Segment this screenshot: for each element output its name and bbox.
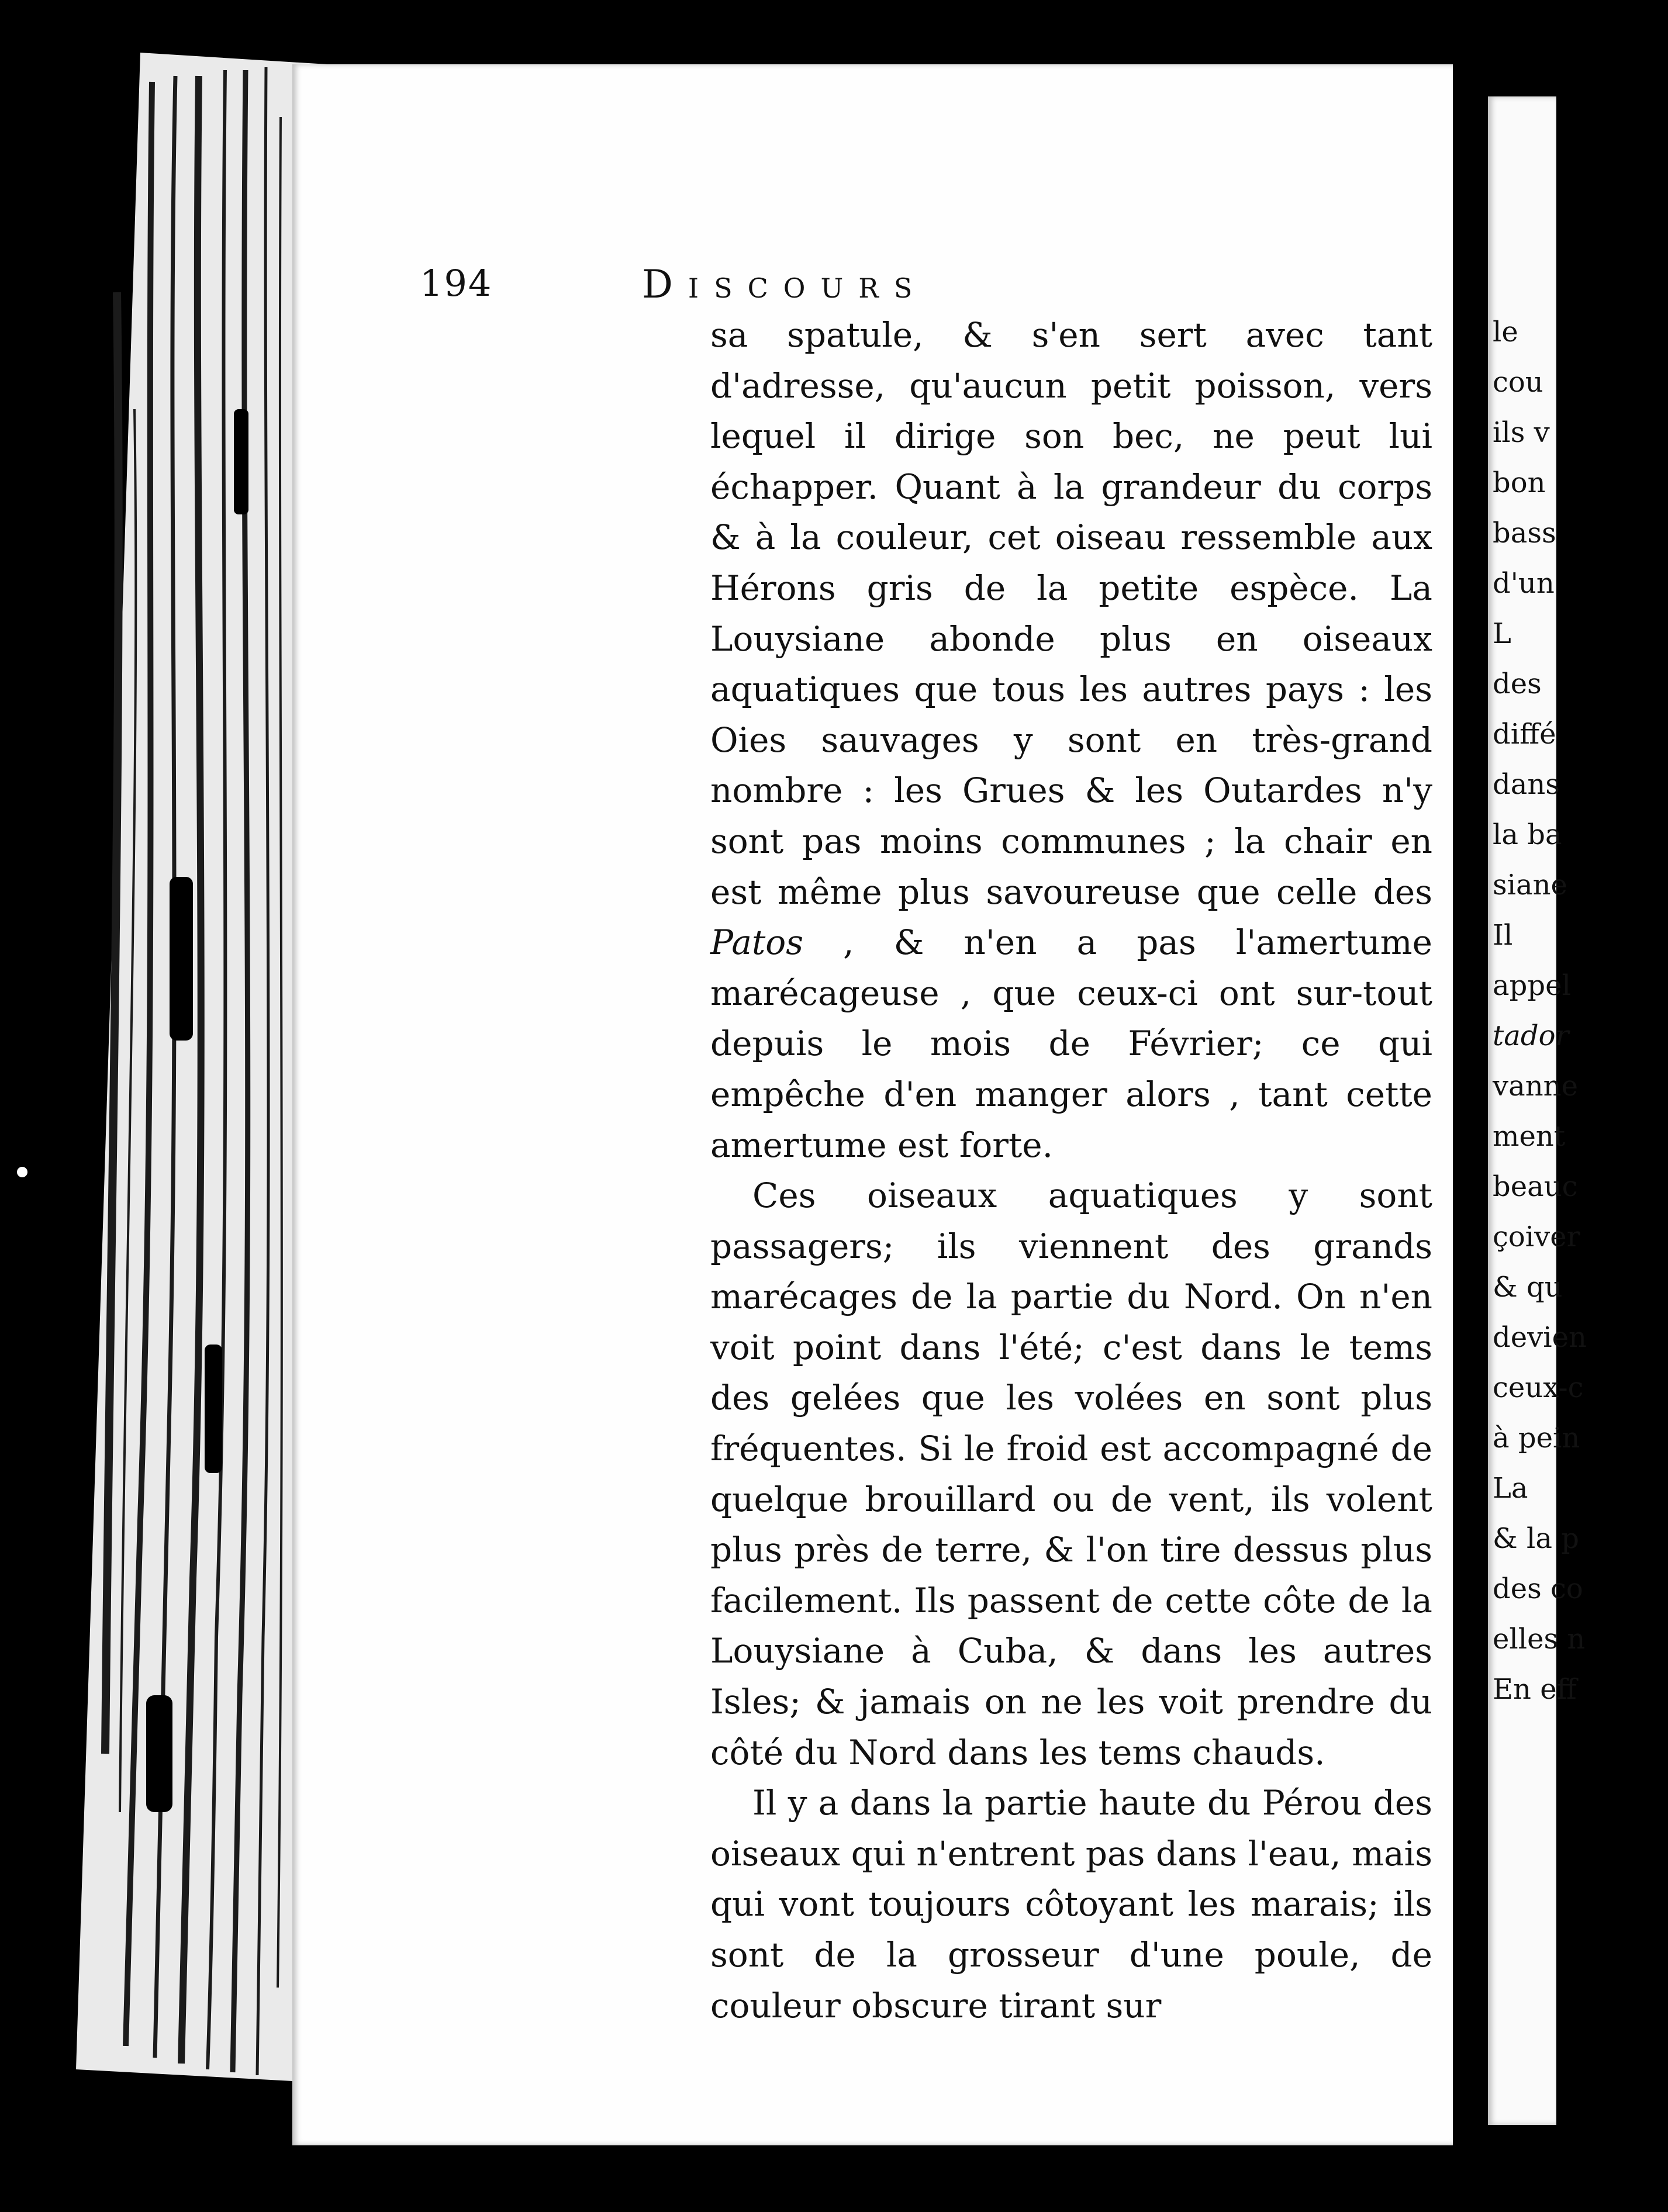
paragraph-1: sa spatule, & s'en sert avec tant d'adresse, qu'aucun petit poisson, vers lequel il dirige son bec, ne peut lui échapper. Quant à la grandeur du corps & à la couleur, cet oiseau ressemble aux Hérons gris de la petite espèce. La Louysiane abonde plus en oiseaux aquatiques que tous les autres pays : les Oies sauvages y sont en très-grand nombre : les Grues & les Outardes n'y sont pas moins communes ; la chair en est même plus savoureuse que celle des Patos , & n'en a pas l'amertume marécageuse , que ceux-ci ont sur-tout depuis le mois de Février; ce qui empêche d'en manger alors , tant cette amertume est forte. bbox=[710, 315, 1432, 1165]
facing-line: çoiver bbox=[1493, 1221, 1580, 1253]
facing-line: dans bbox=[1493, 768, 1560, 801]
facing-line: bon bbox=[1493, 466, 1546, 499]
facing-line: la ba bbox=[1493, 818, 1562, 851]
facing-line: & la p bbox=[1493, 1522, 1579, 1555]
facing-line: vanne bbox=[1493, 1070, 1578, 1102]
facing-line: & qu bbox=[1493, 1271, 1563, 1304]
facing-line: le bbox=[1493, 316, 1518, 348]
paragraph-2: Ces oiseaux aquatiques y sont passagers; ils viennent des grands marécages de la partie du Nord. On n'en voit point dans l'été; c'est dans le tems des gelées que les volées en sont plus fréquentes. Si le froid est accompagné de quelque brouillard ou de vent, ils volent plus près de terre, & l'on tire dessus plus facilement. Ils passent de cette côte de la Louysiane à Cuba, & dans les autres Isles; & jamais on ne les voit prendre du côté du Nord dans les tems chauds. bbox=[710, 1176, 1432, 1772]
facing-line: à pein bbox=[1493, 1422, 1580, 1454]
facing-line: des co bbox=[1493, 1572, 1583, 1605]
facing-line: La bbox=[1493, 1472, 1528, 1505]
facing-line: cou bbox=[1493, 366, 1543, 399]
page-number: 194 bbox=[420, 262, 493, 305]
facing-line: beauc bbox=[1493, 1170, 1578, 1203]
facing-line: des bbox=[1493, 668, 1542, 700]
page-header bbox=[420, 262, 1238, 309]
facing-line: En eff bbox=[1493, 1673, 1577, 1706]
facing-line: devien bbox=[1493, 1321, 1587, 1354]
facing-line: d'un bbox=[1493, 567, 1555, 600]
paragraph-3: Il y a dans la partie haute du Pérou des oiseaux qui n'entrent pas dans l'eau, mais qui vont toujours côtoyant les marais; ils sont de la grosseur d'une poule, de couleur obscure tirant sur bbox=[710, 1783, 1432, 2026]
facing-line: appel bbox=[1493, 969, 1571, 1002]
facing-line: siane bbox=[1493, 869, 1567, 901]
facing-line: L bbox=[1493, 617, 1511, 650]
body-text bbox=[710, 310, 1432, 2031]
running-head: Discours bbox=[642, 262, 928, 307]
facing-line: diffé bbox=[1493, 718, 1556, 751]
facing-line: tador bbox=[1493, 1019, 1569, 1052]
recto-page-edge bbox=[1488, 96, 1587, 2125]
facing-line: ils v bbox=[1493, 416, 1550, 449]
facing-line: bass bbox=[1493, 517, 1556, 549]
facing-line: ceux-c bbox=[1493, 1371, 1584, 1404]
facing-line: Il bbox=[1493, 919, 1513, 952]
facing-line: elles n bbox=[1493, 1623, 1586, 1655]
facing-page-fragment bbox=[1493, 307, 1668, 1715]
facing-line: ment bbox=[1493, 1120, 1566, 1153]
italic-term: Patos bbox=[710, 922, 803, 963]
